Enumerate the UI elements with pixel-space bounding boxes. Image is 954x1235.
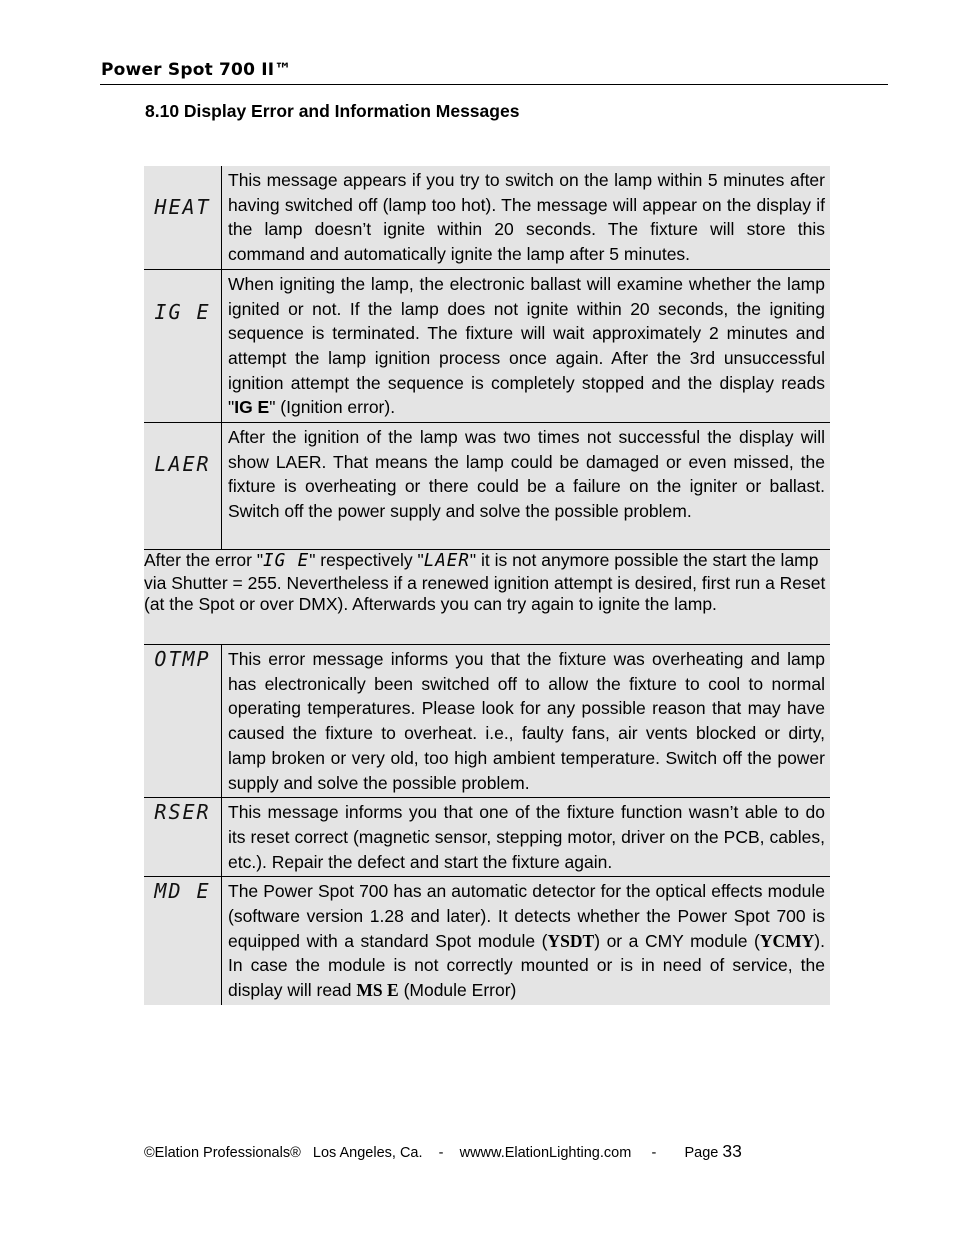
table-row	[144, 166, 830, 269]
error-code: IG E	[263, 551, 310, 572]
error-description	[222, 877, 830, 1005]
error-description-cell	[222, 166, 831, 269]
ignition-note	[144, 550, 830, 645]
error-description: This message appears if you try to switch on the lamp within 5 minutes after having switched off (lamp too hot). The message will appear on the display if the lamp doesn’t ignite within 20 seconds. The fixture will store this command and automatically ignite the lamp after 5 minutes.	[228, 170, 825, 265]
table-row	[144, 798, 830, 877]
error-code: LAER	[423, 551, 470, 572]
section-heading: 8.10 Display Error and Information Messages	[145, 101, 520, 121]
bold-code: IG E	[234, 397, 270, 418]
description-text: ). In case the module is not correctly mounted or is in need of service, the display will read	[228, 930, 825, 1001]
module-code: YCMY	[759, 930, 815, 951]
product-title: Power Spot 700 II™	[101, 60, 292, 80]
error-code: LAER	[154, 452, 211, 477]
note-text: After the error "	[144, 550, 264, 571]
footer-page-label: Page	[684, 1145, 719, 1161]
error-code-cell	[144, 423, 222, 550]
table-row	[144, 423, 830, 550]
footer-website: wwww.ElationLighting.com	[459, 1145, 632, 1161]
footer-company: ©Elation Professionals®	[144, 1145, 301, 1161]
error-code: HEAT	[154, 195, 211, 219]
error-code-cell	[144, 645, 222, 798]
error-description: After the ignition of the lamp was two times not successful the display will show LAER. That means the lamp could be damaged or even missed, the fixture is overheating or there could be a failure on the igniter or ballast. Switch off the power supply and solve the possible problem.	[228, 427, 825, 522]
error-description: This error message informs you that the fixture was overheating and lamp has electronically been switched off to allow the fixture to cool to normal operating temperatures. Please look for any possible reason that may have caused the fixture to overheat. i.e., faulty fans, air vents blocked or dirty, lamp broken or very old, too high ambient temperature. Switch off the power supply and solve the possible problem.	[228, 649, 825, 793]
error-code-cell	[144, 798, 222, 877]
error-description-cell	[222, 877, 831, 1005]
table-row	[144, 269, 830, 422]
error-description-cell	[222, 645, 831, 798]
page-number: 33	[722, 1141, 742, 1161]
error-code: RSER	[154, 800, 211, 825]
table-row	[144, 550, 830, 645]
description-text: The Power Spot 700 has an automatic detector for the optical effects module (software version 1.28 and later). It detects whether the Power Spot 700 is equipped with a standard Spot module (	[228, 881, 825, 951]
error-code-cell	[144, 166, 222, 269]
table-row	[144, 645, 830, 798]
error-description-cell	[222, 269, 831, 422]
error-code: OTMP	[154, 647, 211, 672]
footer-separator: -	[651, 1145, 657, 1161]
module-code: MS E	[356, 980, 399, 1001]
error-description: This message informs you that one of the fixture function wasn’t able to do its reset correct (magnetic sensor, stepping motor, driver on the PCB, cables, etc.). Repair the defect and start the fixture again.	[228, 802, 825, 872]
note-text: " respectively "	[309, 550, 424, 571]
error-description	[222, 270, 830, 422]
footer-location: Los Angeles, Ca.	[312, 1145, 423, 1161]
description-text: " (Ignition error).	[269, 397, 396, 418]
description-text: ) or a CMY module (	[594, 930, 760, 951]
table-row	[144, 877, 830, 1005]
error-code-cell	[144, 269, 222, 422]
page-footer	[144, 1141, 742, 1162]
footer-separator: -	[438, 1145, 444, 1161]
error-code-cell	[144, 877, 222, 1005]
description-text: When igniting the lamp, the electronic ballast will examine whether the lamp ignited or not. If the lamp does not ignite within 20 seconds, the igniting sequence is terminated. The fixture will wait approximately 2 minutes and attempt the lamp ignition process once again. After the 3rd unsuccessful ignition attempt the sequence is completely stopped and the display reads "	[228, 273, 825, 418]
error-code: MD E	[154, 879, 211, 904]
error-description-cell	[222, 423, 831, 550]
description-text: (Module Error)	[398, 980, 517, 1001]
page-header	[100, 58, 888, 85]
note-text: " it is not anymore possible the start the lamp via Shutter = 255. Nevertheless if a renewed ignition attempt is desired, first run a Reset (at the Spot or over DMX). Afterwards you can try again to ignite the lamp.	[144, 550, 826, 615]
error-code: IG E	[154, 299, 211, 324]
error-description-cell	[222, 798, 831, 877]
module-code: YSDT	[547, 930, 595, 951]
error-messages-table	[144, 166, 830, 1005]
